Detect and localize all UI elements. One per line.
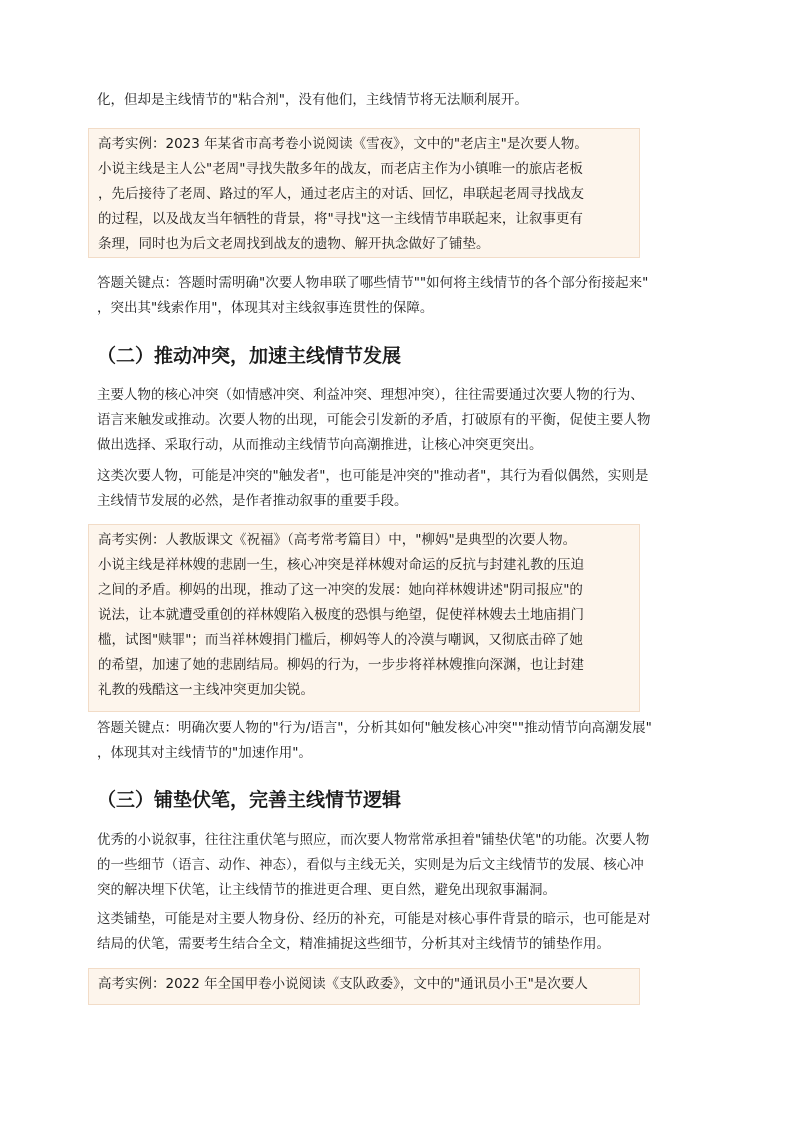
paragraph-3b — [97, 907, 697, 957]
text-line: 的希望，加速了她的悲剧结局。柳妈的行为，一步步将祥林嫂推向深渊，也让封建 — [98, 657, 584, 673]
text-line: 做出选择、采取行动，从而推动主线情节向高潮推进，让核心冲突更突出。 — [97, 437, 543, 453]
text-line: 高考实例：人教版课文《祝福》（高考常考篇目）中，"柳妈"是典型的次要人物。 — [98, 532, 577, 548]
paragraph-intro-tail — [97, 88, 697, 113]
text-line: 的一些细节（语言、动作、神态），看似与主线无关，实则是为后文主线情节的发展、核心冲 — [97, 857, 644, 873]
text-line: ，体现其对主线情节的"加速作用"。 — [97, 745, 312, 761]
section-heading-2: （二）推动冲突，加速主线情节发展 — [97, 345, 402, 367]
text-line: 条理，同时也为后文老周找到战友的遗物、解开执念做好了铺垫。 — [98, 236, 490, 252]
answer-key-1 — [97, 271, 697, 321]
text-line: 高考实例：2023 年某省市高考卷小说阅读《雪夜》，文中的"老店主"是次要人物。 — [98, 136, 588, 152]
text-line: 高考实例：2022 年全国甲卷小说阅读《支队政委》，文中的"通讯员小王"是次要人 — [98, 976, 588, 992]
text-line: 优秀的小说叙事，往往注重伏笔与照应，而次要人物常常承担着"铺垫伏笔"的功能。次要人物 — [97, 832, 650, 848]
text-line: 槛，试图"赎罪"；而当祥林嫂捐门槛后，柳妈等人的冷漠与嘲讽，又彻底击碎了她 — [98, 632, 583, 648]
text-line: 化，但却是主线情节的"粘合剂"，没有他们，主线情节将无法顺利展开。 — [97, 92, 528, 108]
text-line: 的过程，以及战友当年牺牲的背景，将"寻找"这一主线情节串联起来，让叙事更有 — [98, 211, 583, 227]
paragraph-2a — [97, 383, 697, 458]
text-line: ，先后接待了老周、路过的军人，通过老店主的对话、回忆，串联起老周寻找战友 — [98, 186, 584, 202]
paragraph-2b — [97, 464, 697, 514]
text-line: 小说主线是主人公"老周"寻找失散多年的战友，而老店主作为小镇唯一的旅店老板 — [98, 161, 583, 177]
text-line: ，突出其"线索作用"，体现其对主线叙事连贯性的保障。 — [97, 300, 434, 316]
example-box-1 — [88, 128, 640, 258]
text-line: 答题关键点：答题时需明确"次要人物串联了哪些情节""如何将主线情节的各个部分衔接起来" — [97, 275, 649, 291]
text-line: 之间的矛盾。柳妈的出现，推动了这一冲突的发展：她向祥林嫂讲述"阴司报应"的 — [98, 582, 583, 598]
text-line: 小说主线是祥林嫂的悲剧一生，核心冲突是祥林嫂对命运的反抗与封建礼教的压迫 — [98, 557, 584, 573]
text-line: 这类铺垫，可能是对主要人物身份、经历的补充，可能是对核心事件背景的暗示，也可能是对 — [97, 911, 651, 927]
text-line: 主线情节发展的必然，是作者推动叙事的重要手段。 — [97, 493, 408, 509]
text-line: 结局的伏笔，需要考生结合全文，精准捕捉这些细节，分析其对主线情节的铺垫作用。 — [97, 936, 610, 952]
section-heading-3: （三）铺垫伏笔，完善主线情节逻辑 — [97, 789, 402, 811]
text-line: 这类次要人物，可能是冲突的"触发者"，也可能是冲突的"推动者"，其行为看似偶然，实则是 — [97, 468, 649, 484]
text-line: 语言来触发或推动。次要人物的出现，可能会引发新的矛盾，打破原有的平衡，促使主要人物 — [97, 412, 651, 428]
example-box-3 — [88, 968, 640, 1005]
text-line: 说法，让本就遭受重创的祥林嫂陷入极度的恐惧与绝望，促使祥林嫂去土地庙捐门 — [98, 607, 584, 623]
text-line: 主要人物的核心冲突（如情感冲突、利益冲突、理想冲突），往往需要通过次要人物的行为、 — [97, 387, 644, 403]
text-line: 礼教的残酷这一主线冲突更加尖锐。 — [98, 682, 314, 698]
example-box-2 — [88, 524, 640, 712]
text-line: 突的解决埋下伏笔，让主线情节的推进更合理、更自然，避免出现叙事漏洞。 — [97, 882, 556, 898]
text-line: 答题关键点：明确次要人物的"行为/语言"，分析其如何"触发核心冲突""推动情节向高潮发展" — [97, 720, 652, 736]
answer-key-2 — [97, 716, 697, 766]
paragraph-3a — [97, 828, 697, 903]
